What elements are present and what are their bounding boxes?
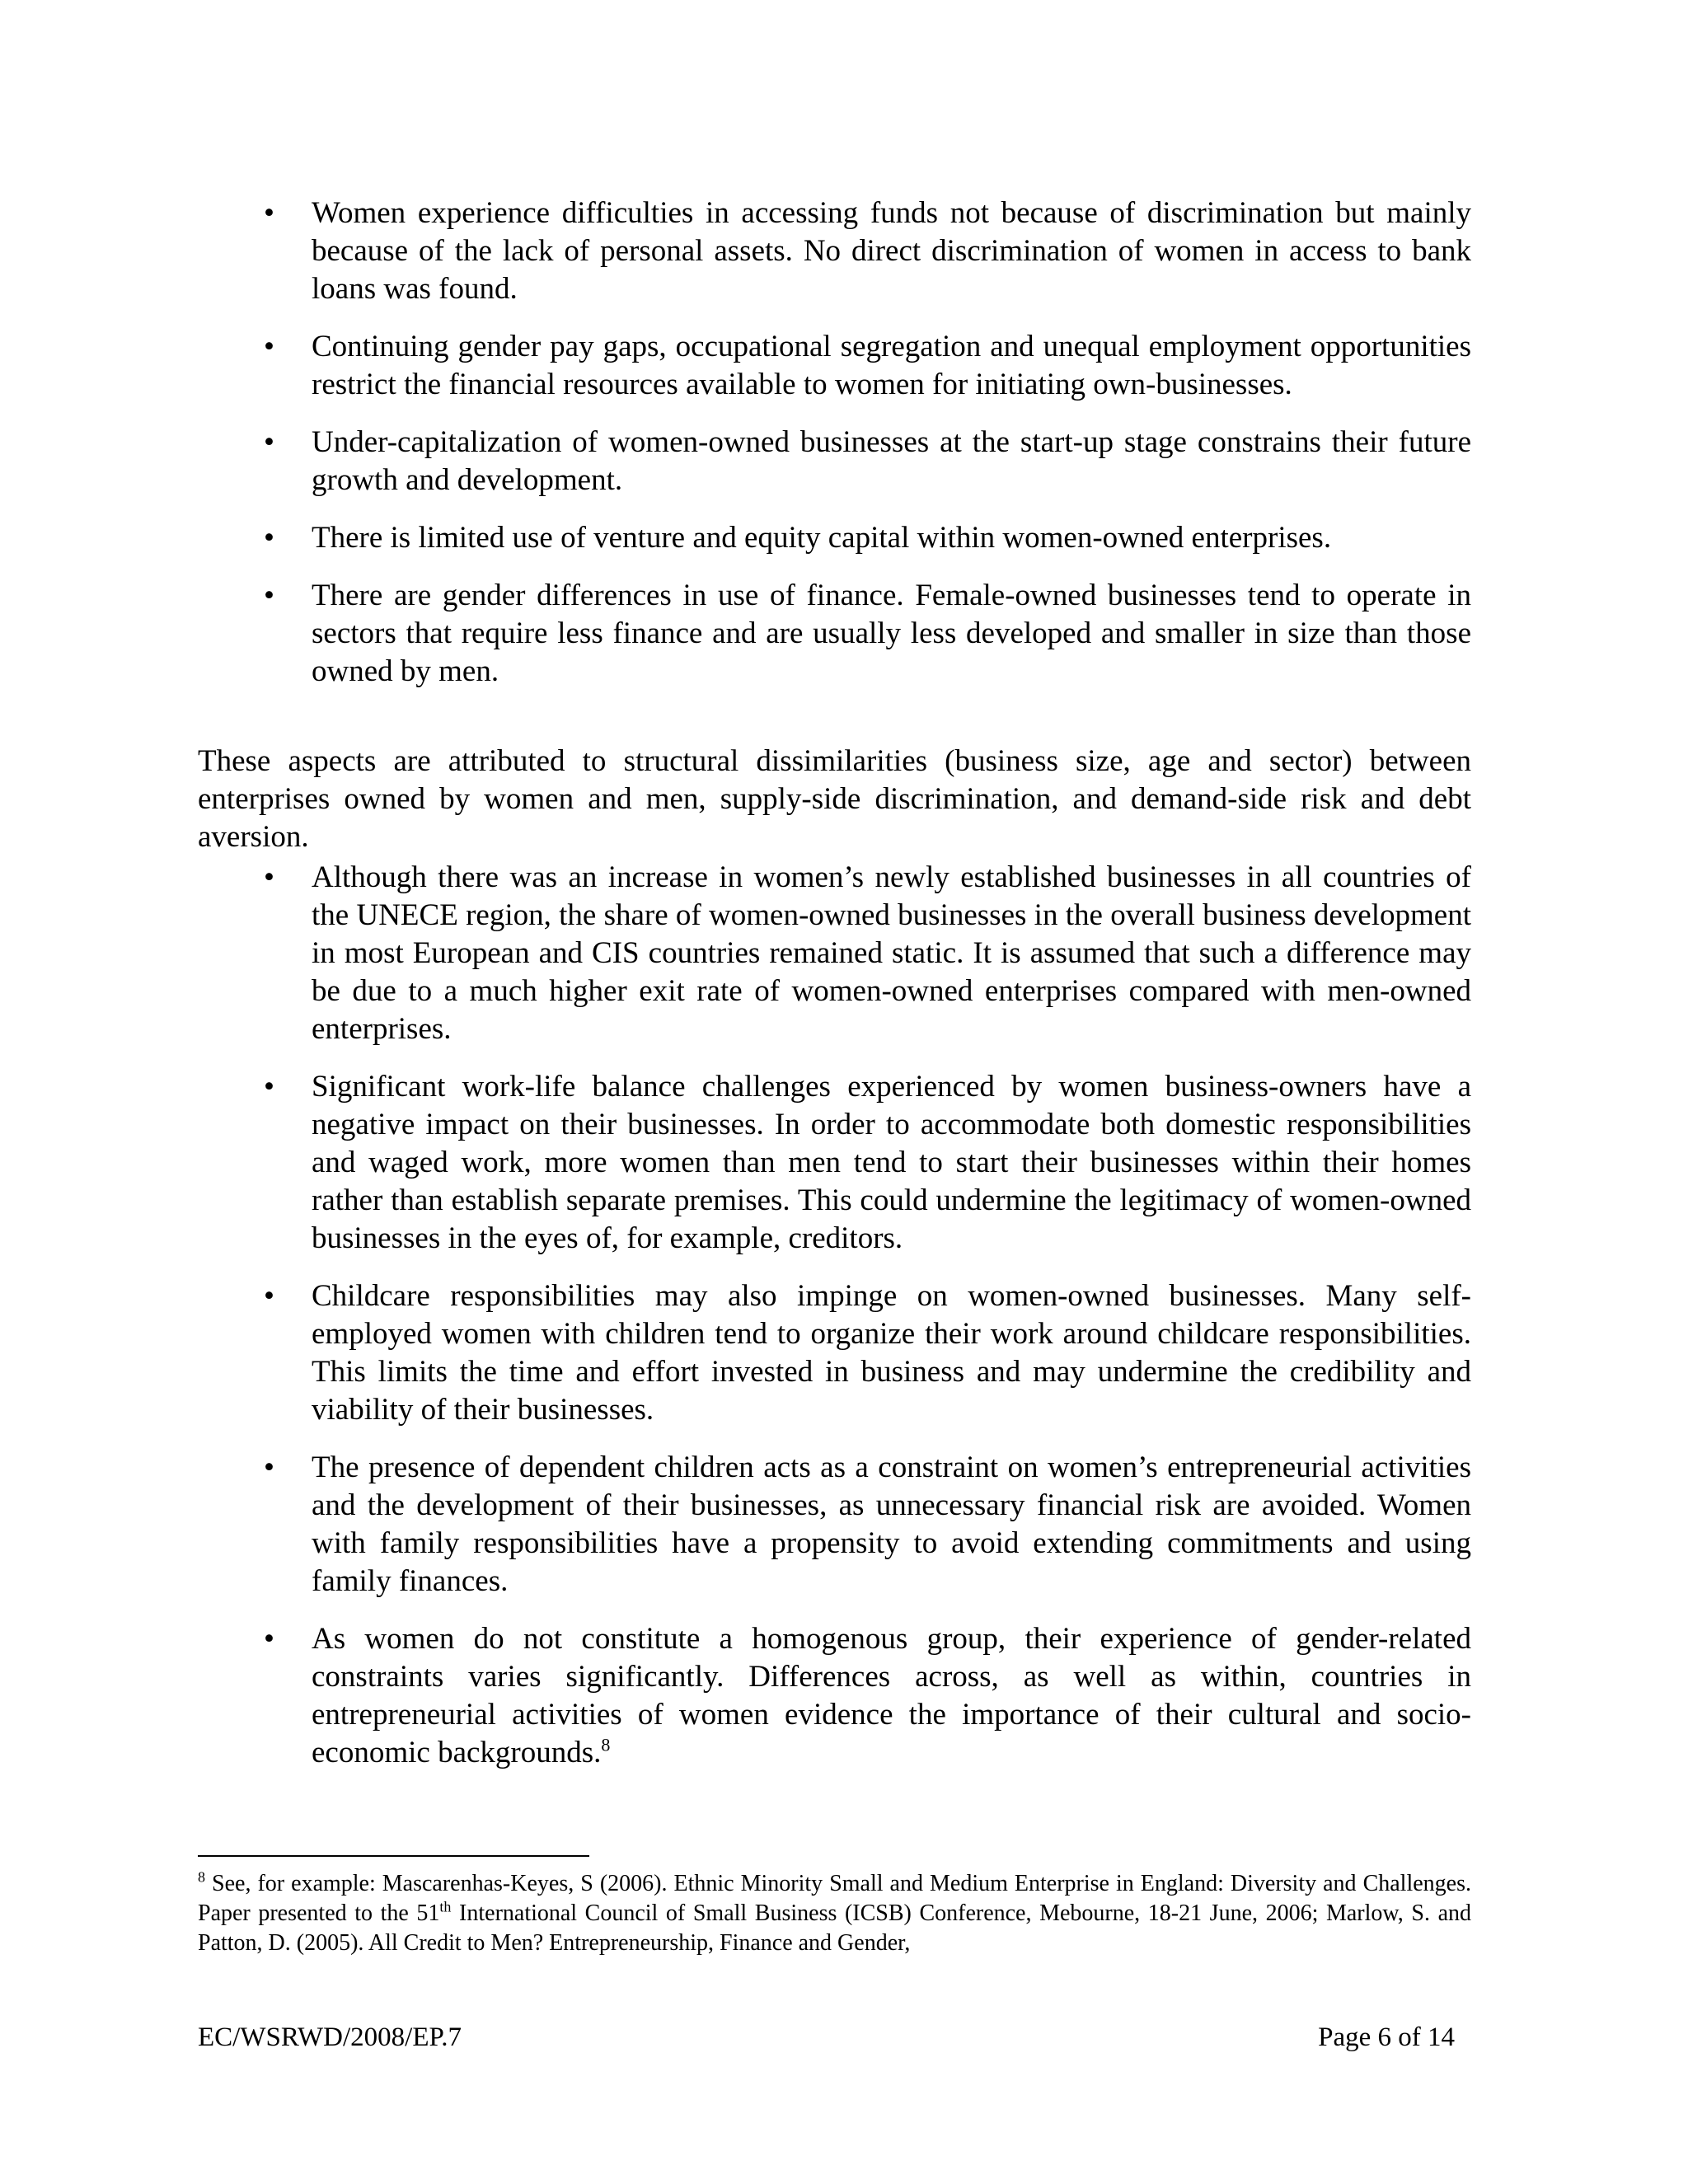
list-item-text: There are gender differences in use of finance. Female-owned businesses tend to operate in sectors that require less finance and are usually less developed and smaller in size than those owned by men. — [312, 579, 1471, 688]
list-item — [198, 1068, 1471, 1258]
bullet-icon: • — [264, 1279, 274, 1313]
footnote-text-part2: International Council of Small Business (ICSB) Conference, Mebourne, 18-21 June, 2006; Marlow, S. and Patton, D. (2005). All Credit to Men? Entrepreneurship, Finance and Gender, — [198, 1900, 1471, 1956]
list-item-text: Under-capitalization of women-owned businesses at the start-up stage constrains their future growth and development. — [312, 425, 1471, 497]
list-item-text: The presence of dependent children acts as a constraint on women’s entrepreneurial activities and the development of their businesses, as unnecessary financial risk are avoided. Women with family responsibilities have a propensity to avoid extending commitments and using family finances. — [312, 1451, 1471, 1598]
second-bullet-list — [198, 859, 1471, 1772]
bullet-icon: • — [264, 1070, 274, 1104]
bullet-icon: • — [264, 196, 274, 230]
footnote — [198, 1869, 1471, 1958]
list-item — [198, 328, 1471, 404]
list-item — [198, 424, 1471, 499]
footnote-text-part1: See, for example: Mascarenhas-Keyes, S (2006). Ethnic Minority Small and Medium Enterprise in England: Diversity and Challenges. Paper presented to the 51 — [198, 1871, 1471, 1926]
document-id: EC/WSRWD/2008/EP.7 — [198, 2022, 462, 2052]
footnote-divider — [198, 1855, 589, 1857]
list-item — [198, 1620, 1471, 1772]
bullet-icon: • — [264, 579, 274, 612]
bullet-icon: • — [264, 425, 274, 459]
list-item-text: Childcare responsibilities may also impinge on women-owned businesses. Many self-employed women with children tend to organize their work around childcare responsibilities. This limits the time and effort invested in business and may undermine the credibility and viability of their businesses. — [312, 1279, 1471, 1427]
list-item-text: As women do not constitute a homogenous group, their experience of gender-related constraints varies significantly. Differences across, as well as within, countries in entrepreneurial activities of women evidence the importance of their cultural and socio-economic backgrounds. — [312, 1622, 1471, 1769]
list-item — [198, 577, 1471, 691]
bullet-icon: • — [264, 521, 274, 555]
page-number: Page 6 of 14 — [1318, 2022, 1455, 2052]
list-item-text: Women experience difficulties in accessing funds not because of discrimination but mainly because of the lack of personal assets. No direct discrimination of women in access to bank loans was found. — [312, 196, 1471, 306]
list-item-text: Although there was an increase in women’s newly established businesses in all countries of the UNECE region, the share of women-owned businesses in the overall business development in most European and CIS countries remained static. It is assumed that such a difference may be due to a much higher exit rate of women-owned enterprises compared with men-owned enterprises. — [312, 860, 1471, 1046]
list-item — [198, 519, 1471, 557]
bullet-icon: • — [264, 1451, 274, 1484]
list-item — [198, 1277, 1471, 1429]
main-content — [198, 194, 1471, 1772]
bullet-icon: • — [264, 330, 274, 363]
footnote-reference[interactable]: 8 — [601, 1734, 611, 1755]
bullet-icon: • — [264, 860, 274, 894]
footnote-ordinal-suffix: th — [439, 1898, 452, 1915]
list-item-text: There is limited use of venture and equity capital within women-owned enterprises. — [312, 521, 1332, 555]
list-item — [198, 194, 1471, 308]
bullet-icon: • — [264, 1622, 274, 1656]
footnote-marker: 8 — [198, 1868, 205, 1886]
first-bullet-list — [198, 194, 1471, 691]
body-paragraph: These aspects are attributed to structural dissimilarities (business size, age and sector) between enterprises owned by women and men, supply-side discrimination, and demand-side risk and debt aversion. — [198, 744, 1471, 854]
list-item-text: Continuing gender pay gaps, occupational segregation and unequal employment opportunities restrict the financial resources available to women for initiating own-businesses. — [312, 330, 1471, 401]
list-item-text: Significant work-life balance challenges experienced by women business-owners have a negative impact on their businesses. In order to accommodate both domestic responsibilities and waged work, more women than men tend to start their businesses within their homes rather than establish separate premises. This could undermine the legitimacy of women-owned businesses in the eyes of, for example, creditors. — [312, 1070, 1471, 1255]
list-item — [198, 859, 1471, 1048]
list-item — [198, 1449, 1471, 1601]
